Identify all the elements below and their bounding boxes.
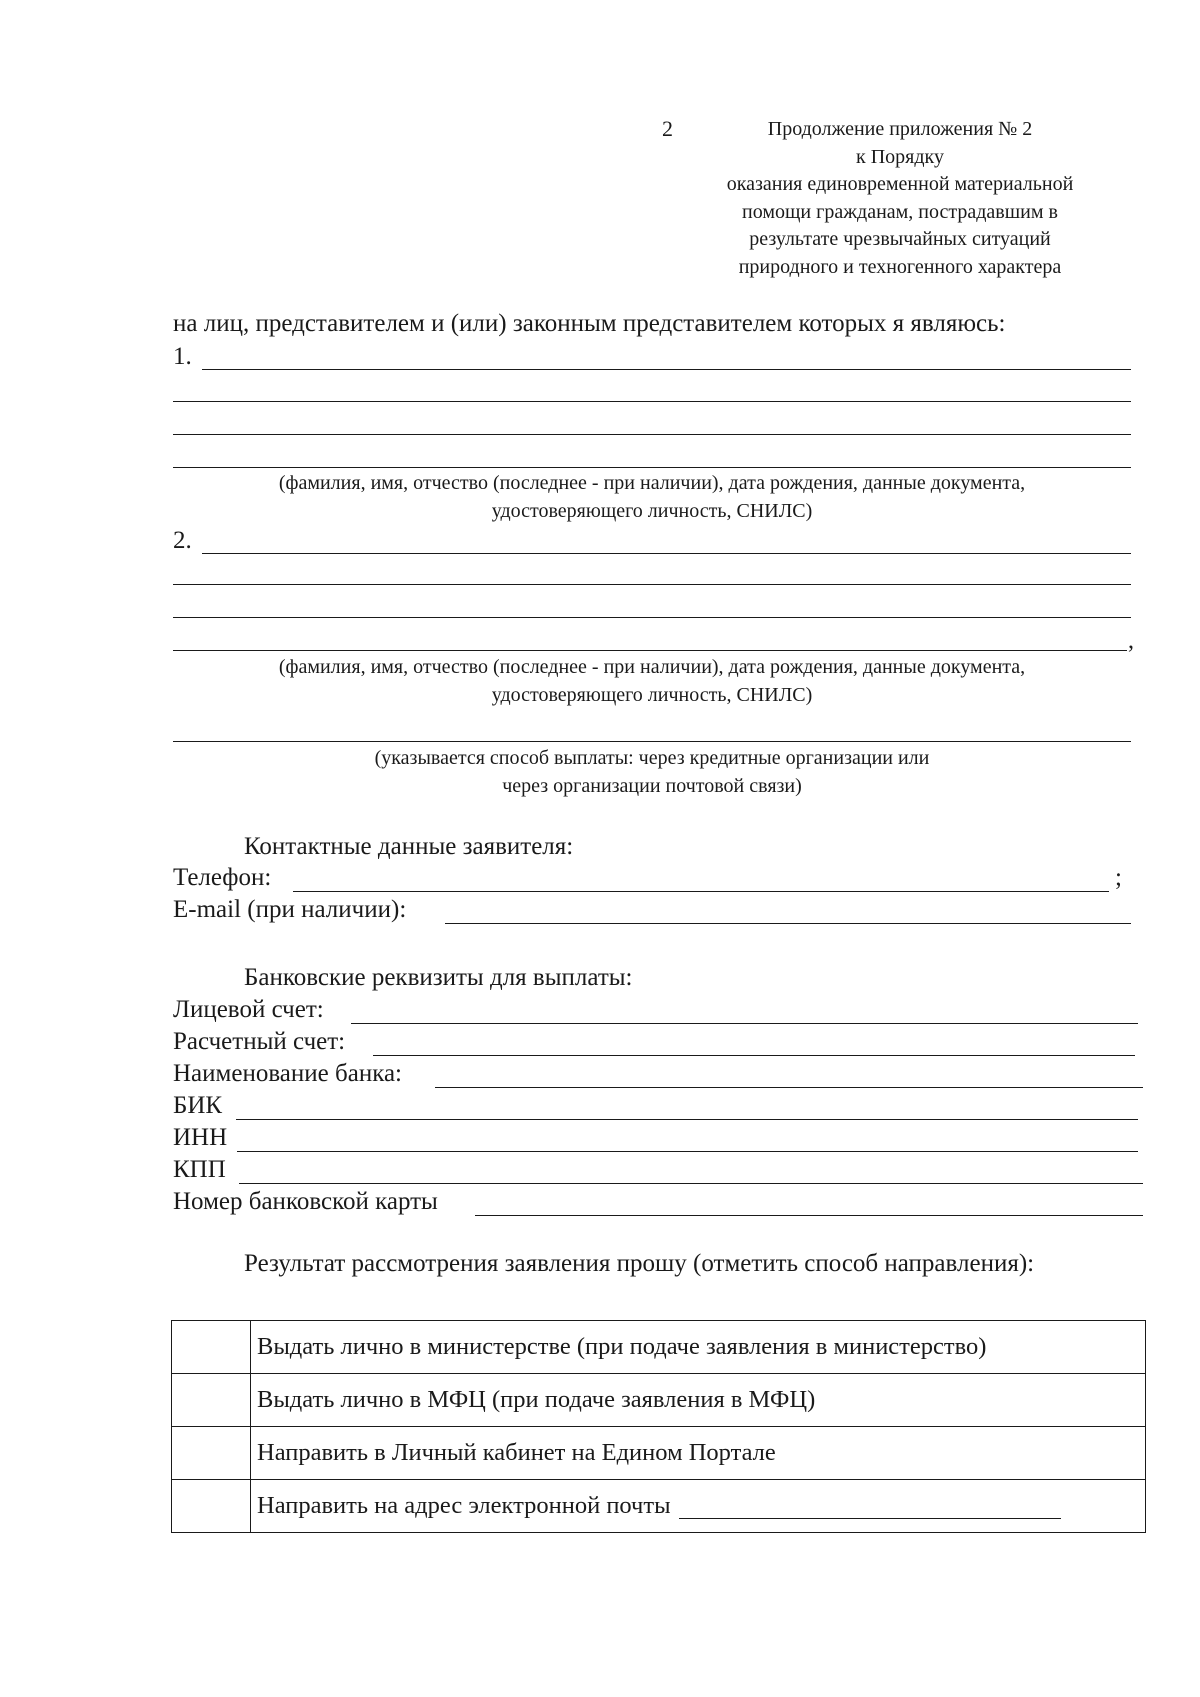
option-label-portal: Направить в Личный кабинет на Едином Портале (251, 1427, 1146, 1480)
person-2-line-4[interactable] (173, 650, 1127, 651)
header-line: к Порядку (856, 145, 944, 168)
inn-field[interactable] (237, 1151, 1138, 1152)
settlement-field[interactable] (373, 1055, 1135, 1056)
phone-field[interactable] (293, 891, 1109, 892)
inn-label: ИНН (173, 1124, 228, 1151)
option-label-email: Направить на адрес электронной почты (257, 1492, 671, 1519)
option-label-mfc: Выдать лично в МФЦ (при подаче заявления в МФЦ) (251, 1374, 1146, 1427)
person-2-number: 2. (173, 527, 192, 554)
delivery-option-row (172, 1480, 1146, 1533)
person-1-line-4[interactable] (173, 467, 1131, 468)
header-line: Продолжение приложения № 2 (767, 118, 1033, 140)
option-checkbox-email[interactable] (172, 1480, 251, 1533)
caption-line: (фамилия, имя, отчество (последнее - при наличии), дата рождения, данные документа, (278, 472, 1026, 494)
delivery-option-row (172, 1374, 1146, 1427)
delivery-option-row (172, 1321, 1146, 1374)
person-2-caption (172, 653, 1132, 709)
bik-label: БИК (173, 1092, 223, 1119)
person-2-line-1[interactable] (202, 553, 1131, 554)
caption-line: удостоверяющего личность, СНИЛС) (491, 684, 813, 706)
bank-name-label: Наименование банка: (173, 1060, 403, 1087)
delivery-option-row (172, 1427, 1146, 1480)
bik-field[interactable] (236, 1119, 1138, 1120)
person-2-line-3[interactable] (173, 617, 1131, 618)
header-line: оказания единовременной материальной (726, 173, 1074, 195)
person-2-comma: , (1128, 628, 1134, 654)
option-email-field[interactable] (679, 1518, 1061, 1519)
bank-title: Банковские реквизиты для выплаты: (244, 964, 633, 991)
kpp-field[interactable] (239, 1183, 1143, 1184)
phone-row (173, 864, 1133, 894)
payment-caption (172, 744, 1132, 800)
payment-method-line[interactable] (173, 741, 1131, 742)
option-checkbox-ministry[interactable] (172, 1321, 251, 1374)
delivery-options-table (171, 1320, 1146, 1533)
intro-text: на лиц, представителем и (или) законным представителем которых я являюсь: (173, 310, 1006, 337)
bik-row (173, 1092, 1138, 1122)
option-label-ministry: Выдать лично в министерстве (при подаче заявления в министерство) (251, 1321, 1146, 1374)
account-row (173, 996, 1138, 1026)
email-label: E-mail (при наличии): (173, 896, 407, 923)
person-1-caption (172, 469, 1132, 525)
header-line: помощи гражданам, пострадавшим в (742, 200, 1058, 223)
kpp-label: КПП (173, 1156, 226, 1183)
person-1-number: 1. (173, 343, 192, 370)
person-1-line-2[interactable] (173, 401, 1131, 402)
appendix-header (680, 116, 1120, 281)
caption-line: (фамилия, имя, отчество (последнее - при наличии), дата рождения, данные документа, (278, 656, 1026, 678)
phone-label: Телефон: (173, 864, 272, 891)
caption-line: через организации почтовой связи) (502, 775, 802, 797)
phone-semicolon: ; (1115, 864, 1122, 891)
card-field[interactable] (475, 1215, 1143, 1216)
settlement-label: Расчетный счет: (173, 1028, 346, 1055)
card-label: Номер банковской карты (173, 1188, 438, 1215)
bank-name-row (173, 1060, 1143, 1090)
bank-name-field[interactable] (435, 1087, 1143, 1088)
person-1-line-3[interactable] (173, 434, 1131, 435)
settlement-row (173, 1028, 1138, 1058)
option-checkbox-portal[interactable] (172, 1427, 251, 1480)
email-row (173, 896, 1133, 926)
account-field[interactable] (351, 1023, 1138, 1024)
kpp-row (173, 1156, 1143, 1186)
option-email-cell (251, 1480, 1146, 1533)
inn-row (173, 1124, 1138, 1154)
account-label: Лицевой счет: (173, 996, 324, 1023)
person-2-line-2[interactable] (173, 584, 1131, 585)
caption-line: (указывается способ выплаты: через кредитные организации или (374, 747, 930, 769)
page-number: 2 (662, 116, 673, 141)
header-line: природного и техногенного характера (738, 255, 1062, 278)
card-row (173, 1188, 1143, 1218)
person-1-line-1[interactable] (202, 369, 1131, 370)
email-field[interactable] (445, 923, 1131, 924)
result-title: Результат рассмотрения заявления прошу (отметить способ направления): (244, 1250, 1035, 1277)
option-checkbox-mfc[interactable] (172, 1374, 251, 1427)
contacts-title: Контактные данные заявителя: (244, 833, 574, 860)
caption-line: удостоверяющего личность, СНИЛС) (491, 500, 813, 522)
header-line: результате чрезвычайных ситуаций (749, 228, 1051, 250)
